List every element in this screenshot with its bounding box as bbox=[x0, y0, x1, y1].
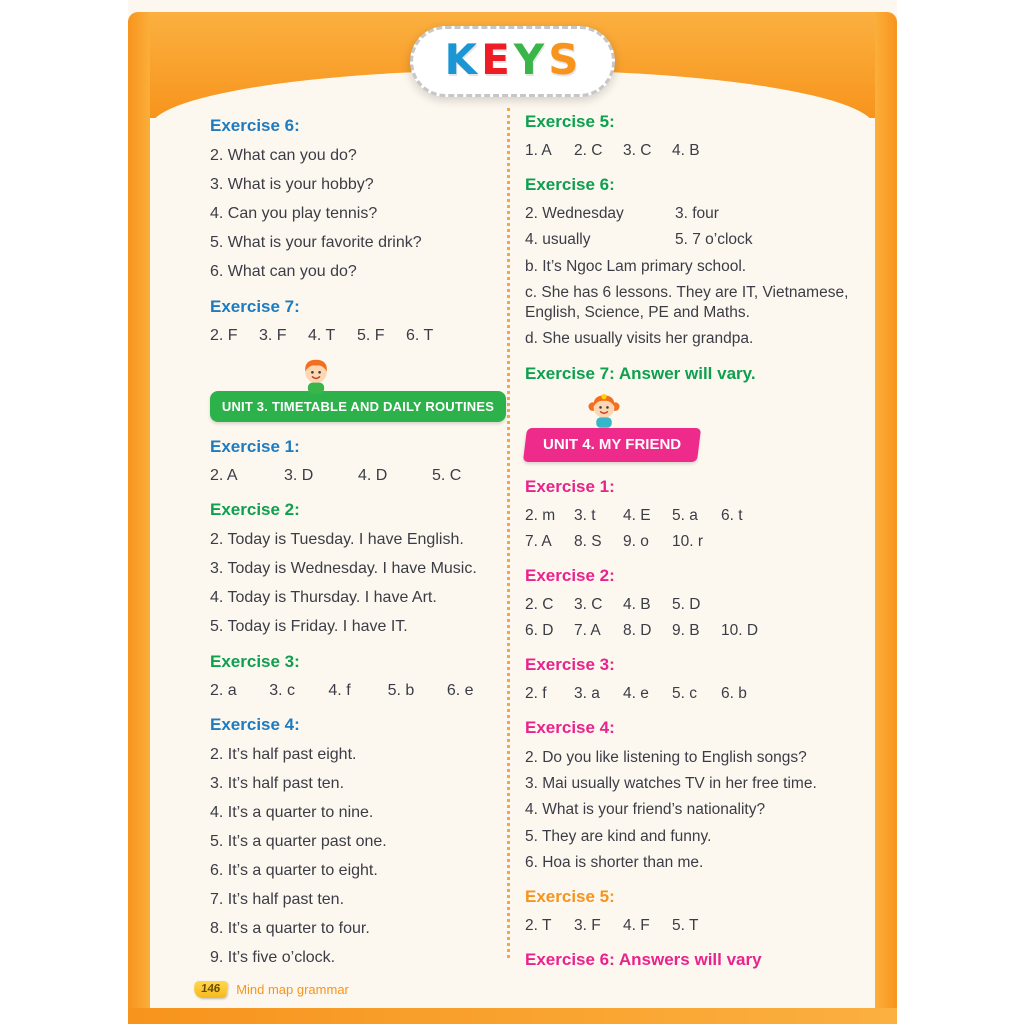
badge-letter-k: K bbox=[444, 35, 480, 84]
answer-item: 2. C bbox=[525, 595, 554, 613]
answer-line: 2. Do you like listening to English songs? bbox=[525, 748, 807, 766]
answer-line: 5. What is your favorite drink? bbox=[210, 234, 422, 251]
page-number-tab-icon bbox=[193, 981, 228, 998]
answer-item: 2. a bbox=[210, 682, 237, 699]
unit-4-banner-block bbox=[525, 428, 877, 462]
answer-item: 4. e bbox=[623, 684, 649, 702]
bottom-border bbox=[128, 1008, 897, 1024]
exercise-1-heading: Exercise 1: bbox=[210, 437, 300, 456]
answer-line: 3. What is your hobby? bbox=[210, 176, 374, 193]
answer-item: 2. f bbox=[525, 684, 547, 702]
exercise-6-heading: Exercise 6: bbox=[210, 116, 300, 135]
answer-line: b. It’s Ngoc Lam primary school. bbox=[525, 258, 747, 275]
answer-line: 2. What can you do? bbox=[210, 147, 357, 164]
unit4-exercise-3-heading: Exercise 3: bbox=[525, 654, 615, 674]
answer-item: 3. four bbox=[675, 205, 719, 222]
answer-item: 5. b bbox=[387, 682, 415, 699]
answer-line: 6. It’s a quarter to eight. bbox=[210, 862, 378, 879]
answer-item: 4. B bbox=[623, 595, 651, 613]
answer-line: 9. It’s five o’clock. bbox=[210, 949, 336, 966]
answer-item: 5. T bbox=[672, 917, 699, 935]
left-column bbox=[210, 116, 506, 977]
answers-row bbox=[210, 467, 506, 485]
answer-item: 10. r bbox=[672, 532, 704, 550]
answer-line: 4. What is your friend’s nationality? bbox=[525, 801, 766, 819]
answer-item: 4. F bbox=[623, 917, 650, 935]
answer-item: 2. T bbox=[525, 917, 552, 935]
right-column bbox=[525, 112, 877, 980]
footer-book-title: Mind map grammar bbox=[236, 982, 349, 997]
answer-line: 6. Hoa is shorter than me. bbox=[525, 854, 704, 871]
answer-line: 2. It’s half past eight. bbox=[210, 746, 357, 763]
answer-item: 2. A bbox=[210, 467, 238, 484]
answer-item: 5. D bbox=[672, 595, 701, 613]
answer-line: 4. It’s a quarter to nine. bbox=[210, 804, 374, 821]
answers-row bbox=[525, 685, 877, 703]
girl-icon bbox=[585, 391, 623, 434]
answer-line: c. She has 6 lessons. They are IT, Vietnamese, English, Science, PE and Maths. bbox=[525, 284, 849, 321]
right-page-border bbox=[875, 12, 897, 1024]
answer-line: 3. Mai usually watches TV in her free time. bbox=[525, 774, 817, 792]
answer-item: 9. B bbox=[672, 621, 700, 639]
unit-3-banner: UNIT 3. TIMETABLE AND DAILY ROUTINES bbox=[210, 391, 506, 422]
badge-letter-y: Y bbox=[513, 35, 547, 84]
answer-line: 4. Can you play tennis? bbox=[210, 205, 378, 222]
answer-item: 2. Wednesday bbox=[525, 205, 624, 222]
book-page bbox=[128, 0, 897, 1024]
answer-item: 6. D bbox=[525, 621, 554, 639]
answer-item: 4. D bbox=[358, 467, 388, 484]
answers-row bbox=[210, 682, 506, 700]
answer-item: 3. a bbox=[574, 684, 600, 702]
exercise-5-heading: Exercise 5: bbox=[525, 112, 615, 131]
answers-row bbox=[525, 533, 877, 551]
answer-item: 4. T bbox=[308, 327, 336, 344]
answers-pair-row bbox=[525, 205, 877, 223]
unit4-exercise-4-heading: Exercise 4: bbox=[525, 717, 615, 737]
answers-row bbox=[525, 142, 877, 160]
unit4-exercise-5-heading: Exercise 5: bbox=[525, 887, 615, 907]
badge-letter-e: E bbox=[481, 35, 512, 84]
answer-item: 4. E bbox=[623, 506, 651, 524]
answer-item: 1. A bbox=[525, 142, 552, 159]
answer-line: 2. Today is Tuesday. I have English. bbox=[210, 531, 464, 548]
answer-item: 3. F bbox=[259, 327, 287, 344]
answer-item: 7. A bbox=[525, 532, 552, 550]
exercise-7-heading: Exercise 7: Answer will vary. bbox=[525, 363, 756, 383]
answer-item: 4. usually bbox=[525, 231, 591, 248]
exercise-3-heading: Exercise 3: bbox=[210, 652, 300, 671]
boy-icon bbox=[298, 356, 334, 399]
answer-item: 5. F bbox=[357, 327, 385, 344]
answer-item: 9. o bbox=[623, 532, 649, 550]
badge-letter-s: S bbox=[548, 35, 581, 84]
answer-item: 6. b bbox=[721, 684, 747, 702]
answer-item: 4. B bbox=[672, 142, 700, 159]
answers-row bbox=[525, 507, 877, 525]
answer-line: d. She usually visits her grandpa. bbox=[525, 330, 754, 348]
page-footer bbox=[194, 981, 349, 998]
column-divider bbox=[507, 108, 510, 958]
answer-item: 3. D bbox=[284, 467, 314, 484]
exercise-7-heading: Exercise 7: bbox=[210, 297, 300, 316]
answer-line: 3. It’s half past ten. bbox=[210, 775, 345, 792]
answer-item: 3. t bbox=[574, 506, 596, 524]
answer-item: 6. e bbox=[446, 682, 474, 699]
answer-item: 2. C bbox=[574, 142, 603, 159]
answers-row bbox=[210, 327, 506, 345]
answers-row bbox=[525, 622, 877, 640]
answer-item: 5. c bbox=[672, 684, 697, 702]
answer-item: 8. S bbox=[574, 532, 602, 550]
answer-item: 4. f bbox=[328, 682, 351, 699]
keys-badge bbox=[410, 26, 616, 97]
answer-line: 7. It’s half past ten. bbox=[210, 891, 345, 908]
answer-line: 6. What can you do? bbox=[210, 263, 357, 280]
answer-line: 8. It’s a quarter to four. bbox=[210, 920, 370, 937]
answer-item: 3. c bbox=[269, 682, 295, 699]
answer-item: 3. C bbox=[574, 595, 603, 613]
answer-line: 5. They are kind and funny. bbox=[525, 827, 712, 845]
answers-row bbox=[525, 917, 877, 935]
answer-line: 5. It’s a quarter past one. bbox=[210, 833, 387, 850]
unit4-exercise-1-heading: Exercise 1: bbox=[525, 476, 615, 496]
answer-line: 4. Today is Thursday. I have Art. bbox=[210, 589, 437, 606]
answer-line: 5. Today is Friday. I have IT. bbox=[210, 618, 408, 635]
exercise-4-heading: Exercise 4: bbox=[210, 715, 300, 734]
answer-item: 6. t bbox=[721, 506, 743, 524]
answer-item: 5. C bbox=[432, 467, 462, 484]
answers-pair-row bbox=[525, 231, 877, 249]
answer-item: 2. F bbox=[210, 327, 238, 344]
answer-item: 2. m bbox=[525, 506, 556, 524]
unit4-exercise-6-heading: Exercise 6: Answers will vary bbox=[525, 950, 762, 970]
answer-line: 3. Today is Wednesday. I have Music. bbox=[210, 560, 477, 577]
unit4-exercise-2-heading: Exercise 2: bbox=[525, 565, 615, 585]
answer-item: 3. F bbox=[574, 917, 601, 935]
page-number: 146 bbox=[200, 983, 221, 995]
exercise-2-heading: Exercise 2: bbox=[210, 500, 300, 519]
answer-item: 8. D bbox=[623, 621, 652, 639]
left-page-border bbox=[128, 12, 150, 1024]
answer-item: 5. a bbox=[672, 506, 698, 524]
answer-item: 10. D bbox=[721, 621, 759, 639]
unit-4-banner-label: UNIT 4. MY FRIEND bbox=[543, 435, 682, 453]
answer-item: 6. T bbox=[406, 327, 434, 344]
answer-item: 3. C bbox=[623, 142, 652, 159]
unit-3-banner-block bbox=[210, 391, 506, 422]
answers-row bbox=[525, 596, 877, 614]
exercise-6-heading: Exercise 6: bbox=[525, 175, 615, 194]
answer-item: 5. 7 o’clock bbox=[675, 231, 753, 248]
answer-item: 7. A bbox=[574, 621, 601, 639]
